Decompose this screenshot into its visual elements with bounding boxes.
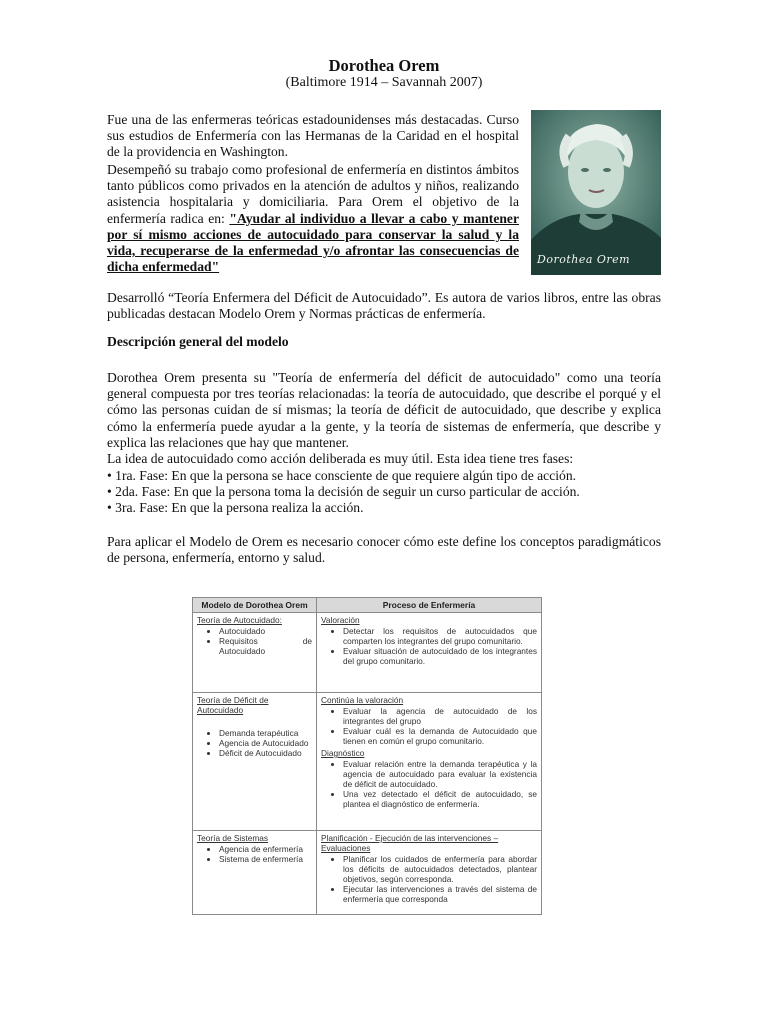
phase-1: • 1ra. Fase: En que la persona se hace consciente de que requiere algún tipo de acción. [107, 468, 577, 483]
row-theory-title: Teoría de Déficit de Autocuidado [197, 695, 269, 715]
list-item: • Requisitos de Autocuidado [219, 636, 312, 656]
page-title: Dorothea Orem [328, 56, 440, 75]
row-process-title: Planificación - Ejecución de las intervenciones – Evaluaciones [321, 833, 499, 853]
list-item: • Agencia de Autocuidado [219, 738, 312, 748]
orem-quote: "Ayudar al individuo a llevar a cabo y mantener por sí mismo acciones de autocuidado para conservar la salud y la vida, recuperarse de la enfermedad y/o afrontar las consecuencias de dicha enfermedad" [107, 210, 519, 275]
page-subtitle: (Baltimore 1914 – Savannah 2007) [285, 75, 483, 90]
row-theory-title: Teoría de Autocuidado: [197, 615, 282, 625]
list-item: • Sistema de enfermería [219, 854, 312, 864]
list-item: • Detectar los requisitos de autocuidados que comparten los integrantes del grupo comunitario. [343, 626, 537, 646]
table-row [193, 831, 542, 915]
row-process-title: Continúa la valoración [321, 695, 404, 705]
orem-process-table [192, 597, 542, 922]
bio-paragraph-2-lead: Desempeñó su trabajo como profesional de enfermería en distintos ámbitos tanto públicos como privados en la atención de adultos y niños, realizando asistencia hospitalaria y domiciliaria. Para Orem el objetivo de la enfermería radica en: [107, 162, 519, 226]
row-theory-title: Teoría de Sistemas [197, 833, 269, 843]
bio-paragraph-3: Desarrolló “Teoría Enfermera del Déficit de Autocuidado”. Es autora de varios libros, entre las obras publicadas destacan Modelo Orem y Normas prácticas de enfermería. [107, 290, 661, 322]
section-heading: Descripción general del modelo [107, 334, 289, 349]
list-item: • Autocuidado [219, 626, 312, 636]
list-item: • Una vez detectado el déficit de autocuidado, se plantea el diagnóstico de enfermería. [343, 789, 537, 809]
table-header-model: Modelo de Dorothea Orem [193, 598, 317, 613]
list-item: • Ejecutar las intervenciones a través del sistema de enfermería que corresponda [343, 884, 537, 904]
table-header-process: Proceso de Enfermería [317, 598, 542, 613]
list-item: • Evaluar la agencia de autocuidado de los integrantes del grupo [343, 706, 537, 726]
list-item: • Evaluar situación de autocuidado de los integrantes del grupo comunitario. [343, 646, 537, 666]
table-row [193, 693, 542, 831]
list-item: • Déficit de Autocuidado [219, 748, 312, 758]
list-item: • Evaluar cuál es la demanda de Autocuidado que tienen en común el grupo comunitario. [343, 726, 537, 746]
row-process-title: Diagnóstico [321, 748, 365, 758]
phase-2: • 2da. Fase: En que la persona toma la decisión de seguir un curso particular de acción. [107, 484, 580, 499]
paradigm-paragraph: Para aplicar el Modelo de Orem es necesario conocer cómo este define los conceptos paradigmáticos de persona, enfermería, entorno y salud. [107, 534, 661, 566]
bio-paragraph-1: Fue una de las enfermeras teóricas estadounidenses más destacadas. Curso sus estudios de Enfermería con las Hermanas de la Caridad en el hospital de la providencia en Washington. [107, 112, 519, 160]
phase-3: • 3ra. Fase: En que la persona realiza la acción. [107, 500, 364, 515]
row-process-title: Valoración [321, 615, 360, 625]
portrait-photo [531, 110, 661, 275]
bio-paragraph-2 [107, 162, 519, 275]
list-item: • Planificar los cuidados de enfermería para abordar los déficits de autocuidados detectados, plantear objetivos, según corresponda. [343, 854, 537, 884]
list-item: • Demanda terapéutica [219, 728, 312, 738]
table-row [193, 613, 542, 693]
model-paragraph: Dorothea Orem presenta su "Teoría de enfermería del déficit de autocuidado" como una teoría general compuesta por tres teorías relacionadas: la teoría de autocuidado, que describe el porqué y el cómo las personas cuidan de sí mismas; la teoría de déficit de autocuidado, que describe y explica cómo la enfermería puede ayudar a la gente, y la teoría de sistemas de enfermería, que describe y explica las relaciones que hay que mantener. [107, 370, 661, 450]
list-item: • Agencia de enfermería [219, 844, 312, 854]
portrait-signature: Dorothea Orem [537, 253, 631, 266]
list-item: • Evaluar relación entre la demanda terapéutica y la agencia de autocuidado para evaluar la existencia de déficit de autocuidado. [343, 759, 537, 789]
phases-intro: La idea de autocuidado como acción deliberada es muy útil. Esta idea tiene tres fases: [107, 451, 574, 466]
